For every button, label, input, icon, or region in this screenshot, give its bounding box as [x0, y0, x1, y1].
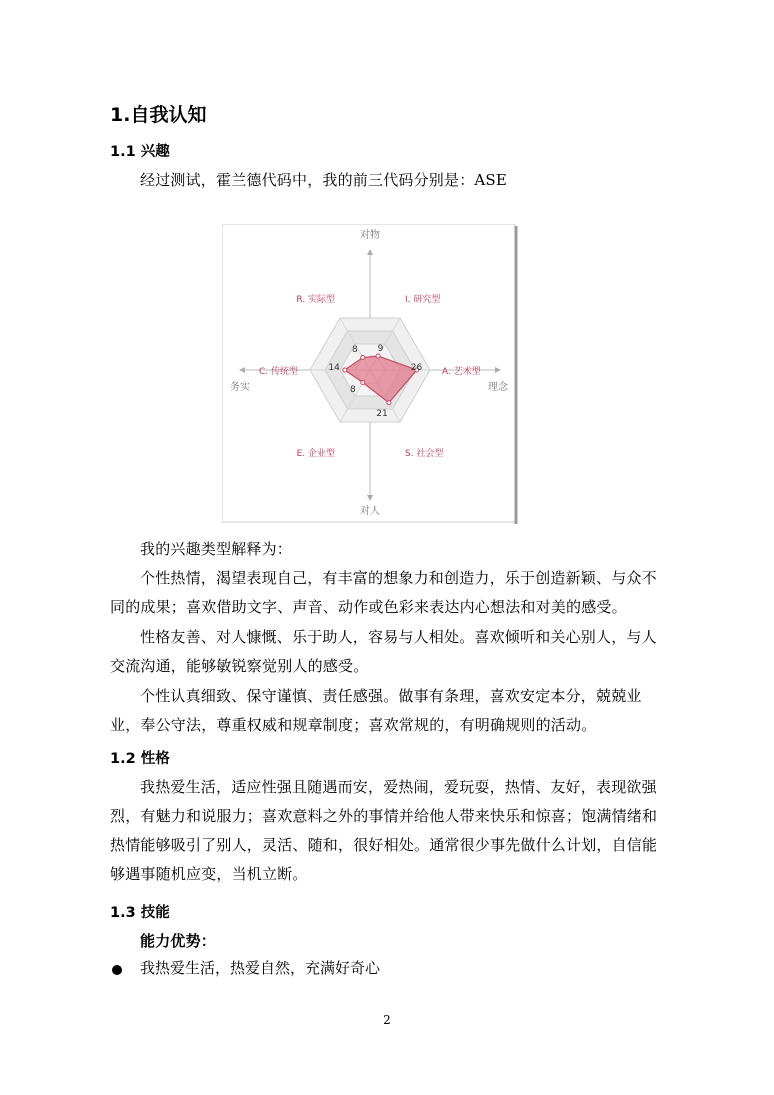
value-label-2: 26: [410, 363, 423, 373]
value-label-3: 21: [376, 409, 388, 420]
value-label-5: 14: [328, 363, 340, 373]
page-number: 2: [383, 1013, 391, 1027]
axis-label-right: 理念: [488, 382, 508, 393]
skills-bullet-1: 我热爱生活，热爱自然，充满好奇心: [140, 959, 381, 977]
category-label-3: S. 社会型: [405, 449, 444, 459]
data-point-4: [361, 380, 365, 384]
holland-radar-chart: [222, 224, 518, 524]
data-point-1: [376, 354, 380, 358]
explain-title: 我的兴趣类型解释为：: [140, 540, 293, 558]
data-point-5: [343, 368, 347, 372]
value-label-4: 8: [349, 384, 356, 395]
section-title-skills: 1.3 技能: [110, 905, 170, 921]
section-title-personality: 1.2 性格: [110, 751, 170, 767]
interest-paragraph-2: 性格友善、对人慷慨、乐于助人，容易与人相处。喜欢倾听和关心别人，与人交流沟通，能够敏锐察觉别人的感受。: [110, 628, 657, 675]
category-label-6: R. 实际型: [296, 295, 335, 305]
data-point-6: [361, 356, 365, 360]
personality-paragraph: 我热爱生活，适应性强且随遇而安，爱热闹，爱玩耍，热情、友好，表现欲强烈，有魅力和说服力；喜欢意料之外的事情并给他人带来快乐和惊喜；饱满情绪和热情能够吸引了别人，灵活、随和，很好相处。通常很少事先做什么计划，自信能够遇事随机应变，当机立断。: [110, 778, 658, 883]
interest-paragraph-1: 个性热情，渴望表现自己，有丰富的想象力和创造力，乐于创造新颖、与众不同的成果；喜欢借助文字、声音、动作或色彩来表达内心想法和对美的感受。: [110, 569, 657, 616]
section-title-interest: 1.1 兴趣: [110, 144, 170, 160]
radar-svg: [222, 224, 518, 524]
category-label-5: C. 传统型: [258, 367, 298, 377]
axis-label-top: 对物: [360, 230, 380, 241]
interest-intro: 经过测试，霍兰德代码中，我的前三代码分别是：ASE: [140, 171, 508, 189]
skills-subtitle: 能力优势：: [140, 932, 217, 950]
main-heading: 1.自我认知: [110, 104, 207, 126]
axis-label-left: 务实: [230, 382, 250, 393]
category-label-1: I. 研究型: [405, 295, 441, 305]
category-label-4: E. 企业型: [296, 449, 335, 459]
bullet-dot: [112, 965, 122, 975]
interest-paragraph-3: 个性认真细致、保守谨慎、责任感强。做事有条理，喜欢安定本分，兢兢业业，奉公守法，尊重权威和规章制度；喜欢常规的，有明确规则的活动。: [110, 687, 642, 734]
value-label-6: 8: [351, 345, 358, 356]
data-point-3: [387, 401, 391, 405]
category-label-2: A. 艺术型: [442, 367, 481, 377]
value-label-1: 9: [377, 343, 384, 354]
axis-label-bottom: 对人: [360, 506, 380, 517]
